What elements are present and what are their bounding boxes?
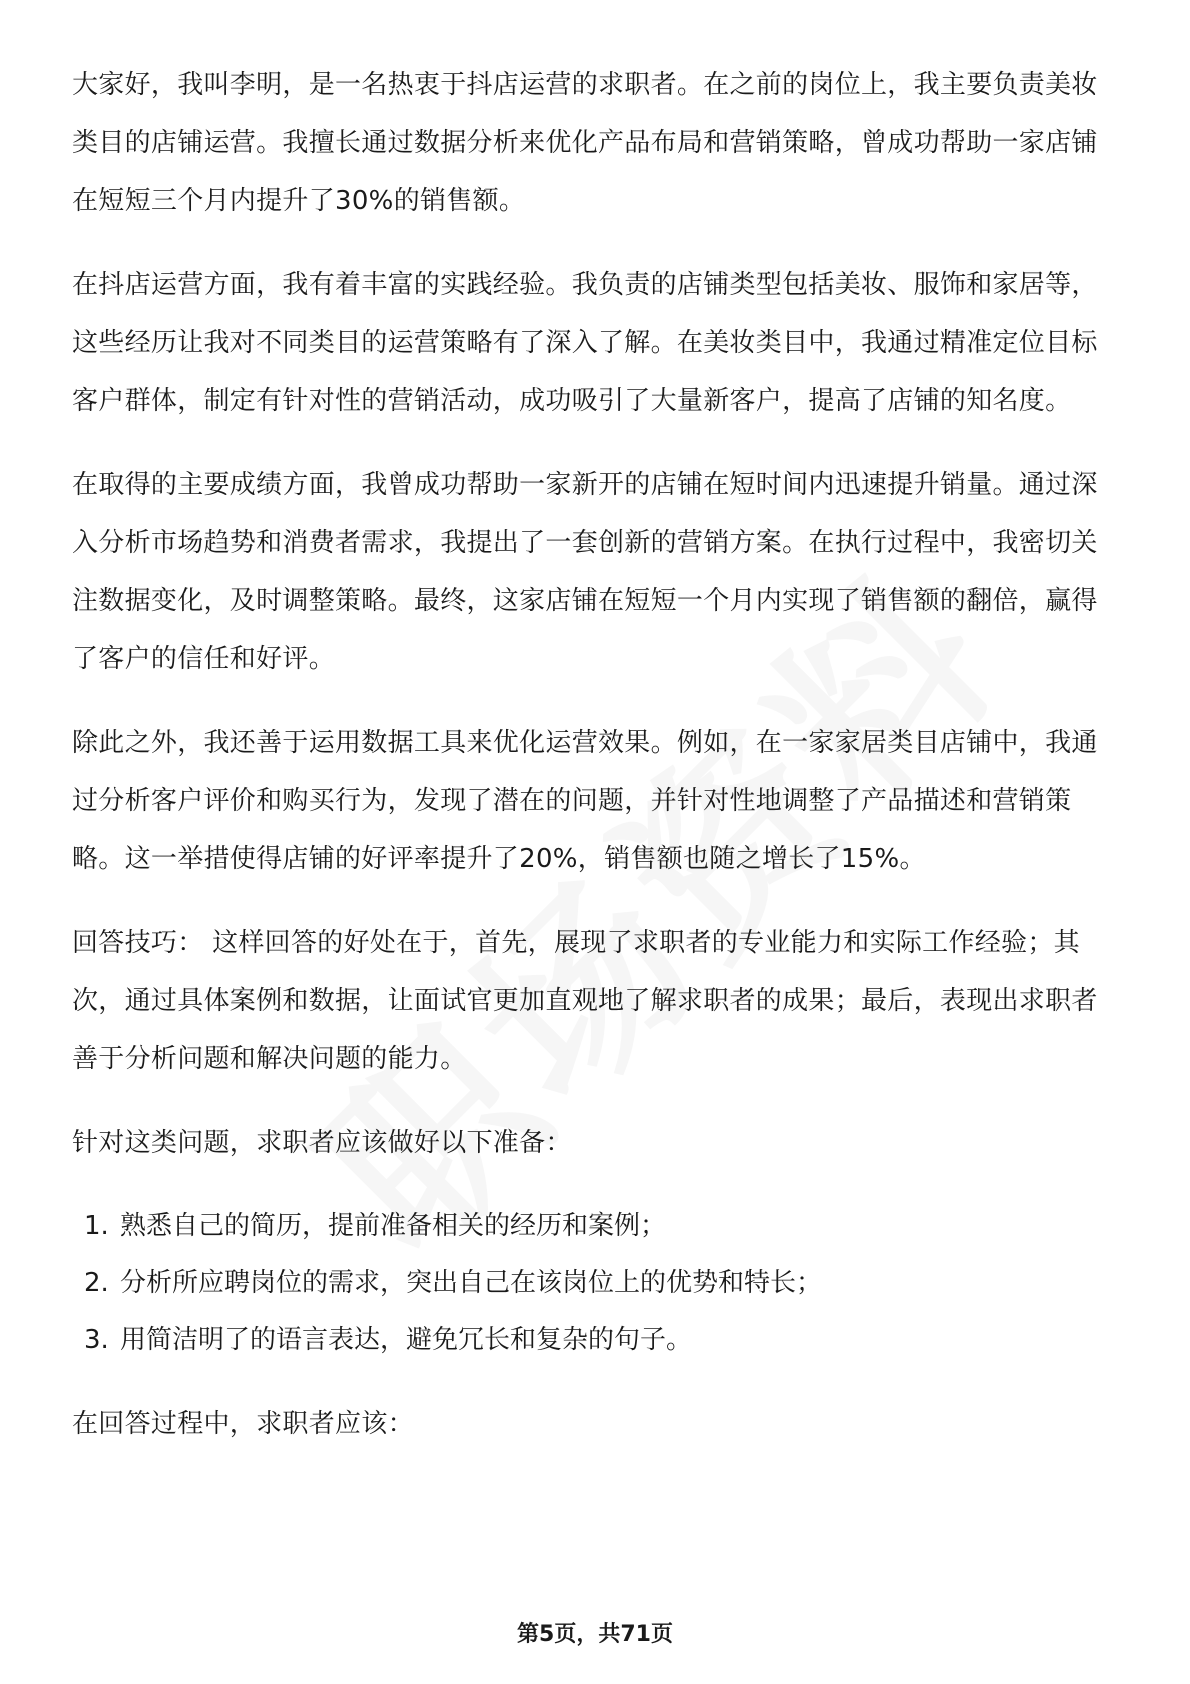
- list-item: [72, 1198, 1122, 1255]
- paragraph-experience: 在抖店运营方面，我有着丰富的实践经验。我负责的店铺类型包括美妆、服饰和家居等，这些经历让我对不同类目的运营策略有了深入了解。在美妆类目中，我通过精准定位目标客户群体，制定有针对性的营销活动，成功吸引了大量新客户，提高了店铺的知名度。: [72, 270, 1098, 416]
- paragraph-achievements: 在取得的主要成绩方面，我曾成功帮助一家新开的店铺在短时间内迅速提升销量。通过深入分析市场趋势和消费者需求，我提出了一套创新的营销方案。在执行过程中，我密切关注数据变化，及时调整策略。最终，这家店铺在短短一个月内实现了销售额的翻倍，赢得了客户的信任和好评。: [72, 470, 1098, 674]
- preparation-list: [72, 1198, 1122, 1369]
- list-item-number: 1.: [84, 1211, 109, 1241]
- paragraph-closing: 在回答过程中，求职者应该：: [72, 1409, 414, 1439]
- list-item: [72, 1255, 1122, 1312]
- paragraph-data-tools: 除此之外，我还善于运用数据工具来优化运营效果。例如，在一家家居类目店铺中，我通过分析客户评价和购买行为，发现了潜在的问题，并针对性地调整了产品描述和营销策略。这一举措使得店铺的好评率提升了20%，销售额也随之增长了15%。: [72, 728, 1098, 874]
- list-item-text: 熟悉自己的简历，提前准备相关的经历和案例；: [120, 1211, 667, 1241]
- list-item-text: 用简洁明了的语言表达，避免冗长和复杂的句子。: [120, 1325, 693, 1355]
- document-body: [72, 56, 1122, 1479]
- paragraph-intro: 大家好，我叫李明，是一名热衷于抖店运营的求职者。在之前的岗位上，我主要负责美妆类目的店铺运营。我擅长通过数据分析来优化产品布局和营销策略，曾成功帮助一家店铺在短短三个月内提升了30%的销售额。: [72, 70, 1098, 216]
- list-item-text: 分析所应聘岗位的需求，突出自己在该岗位上的优势和特长；: [120, 1268, 823, 1298]
- paragraph-preparation-intro: 针对这类问题，求职者应该做好以下准备：: [72, 1128, 572, 1158]
- page-number-footer: 第5页，共71页: [517, 1622, 673, 1647]
- list-item-number: 3.: [84, 1325, 109, 1355]
- list-item-number: 2.: [84, 1268, 109, 1298]
- list-item: [72, 1312, 1122, 1369]
- paragraph-answer-tips: 回答技巧： 这样回答的好处在于，首先，展现了求职者的专业能力和实际工作经验；其次，通过具体案例和数据，让面试官更加直观地了解求职者的成果；最后，表现出求职者善于分析问题和解决问题的能力。: [72, 928, 1098, 1074]
